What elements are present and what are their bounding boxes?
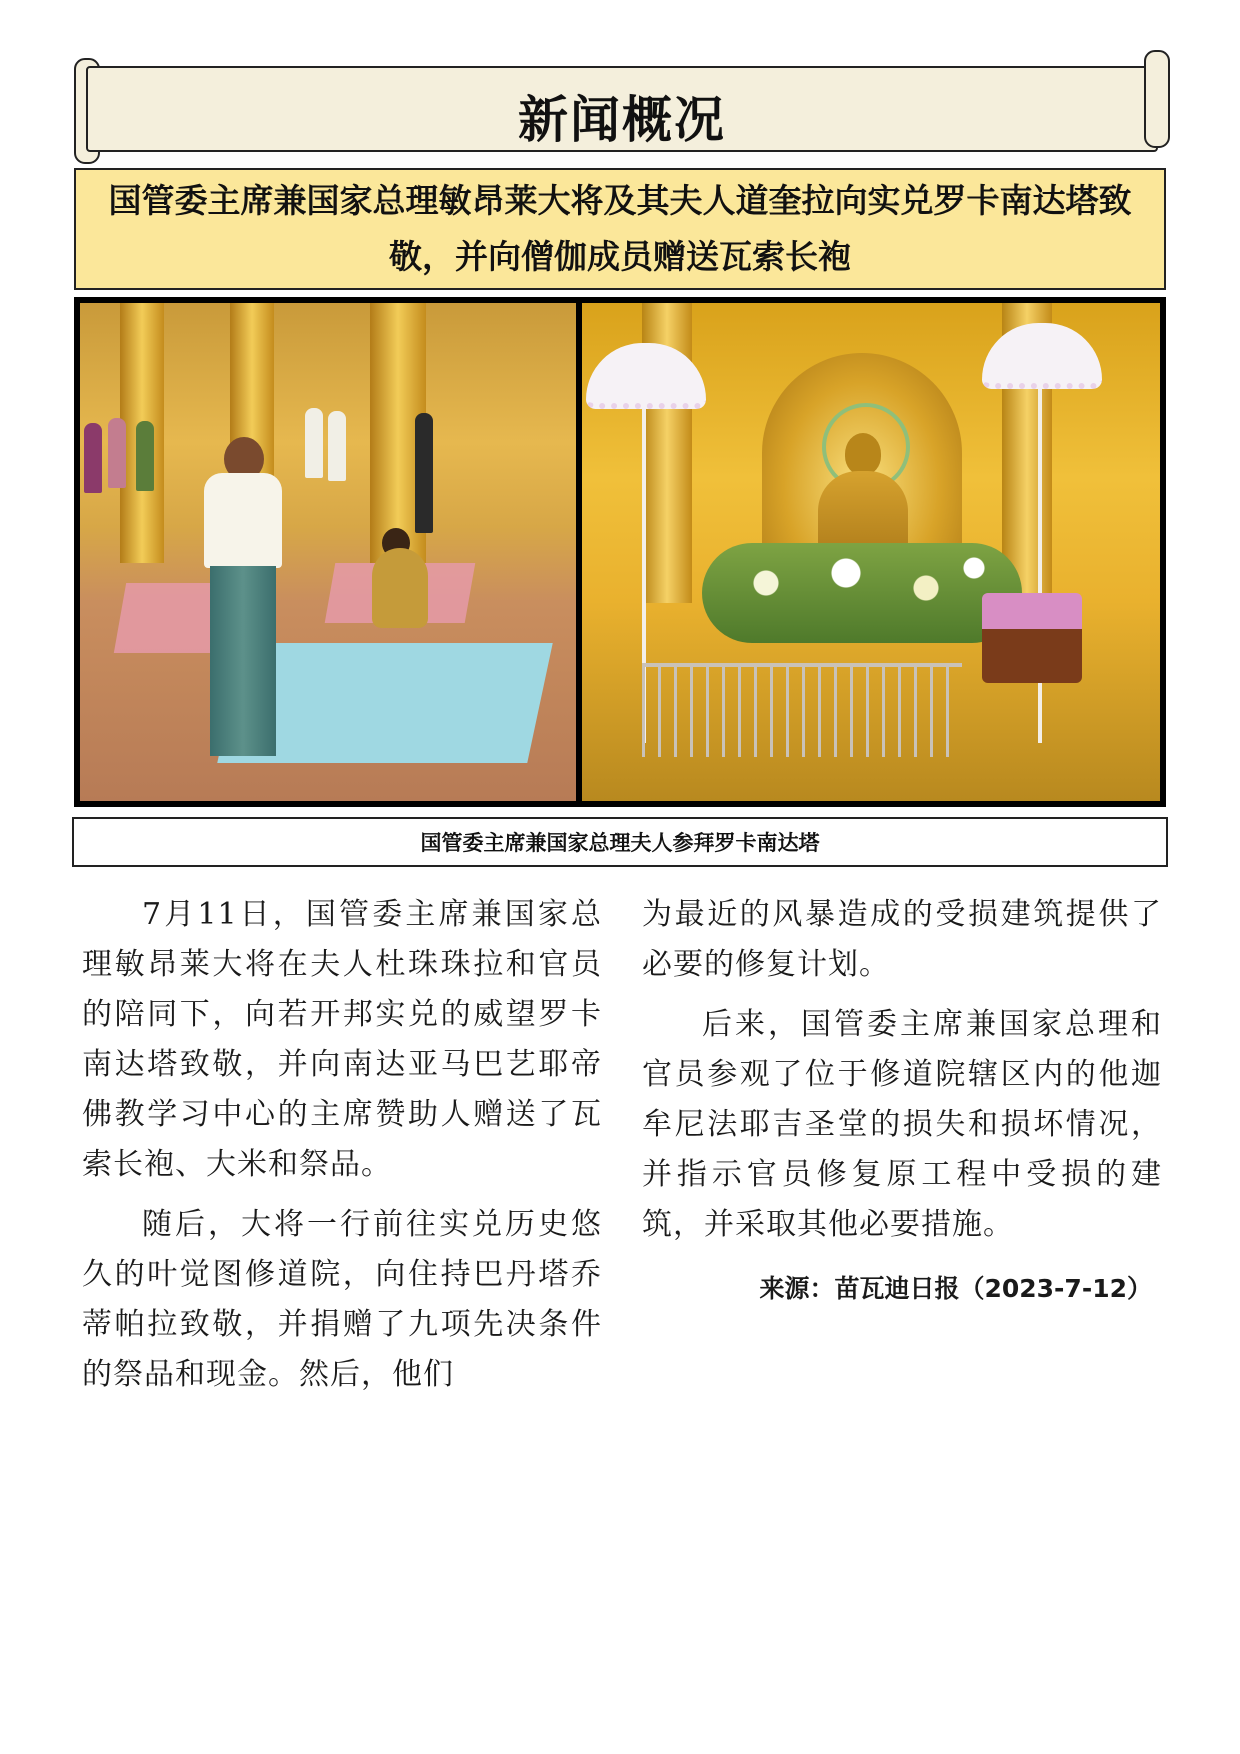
person-bystander (305, 408, 323, 478)
photo-frame (74, 297, 1166, 807)
railing (642, 663, 962, 757)
photo-caption-box (72, 817, 1168, 867)
photo-caption: 国管委主席兼国家总理夫人参拜罗卡南达塔 (420, 831, 820, 855)
photo-prayer-hall (80, 303, 576, 801)
person-bystander (84, 423, 102, 493)
headline: 国管委主席兼国家总理敏昂莱大将及其夫人道奎拉向实兑罗卡南达塔致敬，并向僧伽成员赠送瓦索长袍 (108, 181, 1132, 276)
person-praying-standing (198, 433, 288, 763)
person-kneeling (362, 528, 432, 628)
article-paragraph: 为最近的风暴造成的受损建筑提供了必要的修复计划。 (642, 897, 1162, 982)
flower-offerings (702, 543, 1022, 643)
umbrella-pole (1038, 343, 1042, 743)
person-bystander (136, 421, 154, 491)
section-title: 新闻概况 (518, 91, 726, 149)
article-paragraph: 后来，国管委主席兼国家总理和官员参观了位于修道院辖区内的他迦牟尼法耶吉圣堂的损失和损坏情况，并指示官员修复原工程中受损的建筑，并采取其他必要措施。 (642, 1007, 1162, 1242)
article-paragraph: 随后，大将一行前往实兑历史悠久的叶觉图修道院，向住持巴丹塔乔蒂帕拉致敬，并捐赠了九项先决条件的祭品和现金。然后，他们 (82, 1207, 602, 1392)
person-bystander (415, 413, 433, 533)
photo-buddha-shrine (582, 303, 1160, 801)
article-paragraph: 7月11日，国管委主席兼国家总理敏昂莱大将在夫人杜珠珠拉和官员的陪同下，向若开邦实兑的威望罗卡南达塔致敬，并向南达亚马巴艺耶帝佛教学习中心的主席赞助人赠送了瓦索长袍、大米和祭品。 (82, 897, 602, 1182)
ornamental-stand (982, 593, 1082, 683)
section-banner (74, 58, 1170, 160)
article-column-right (642, 890, 1162, 1314)
ceremonial-umbrella (982, 323, 1102, 389)
article-source: 来源：苗瓦迪日报（2023-7-12） (759, 1274, 1152, 1303)
headline-box (74, 168, 1166, 290)
person-bystander (108, 418, 126, 488)
article-column-left (82, 890, 602, 1410)
person-bystander (328, 411, 346, 481)
